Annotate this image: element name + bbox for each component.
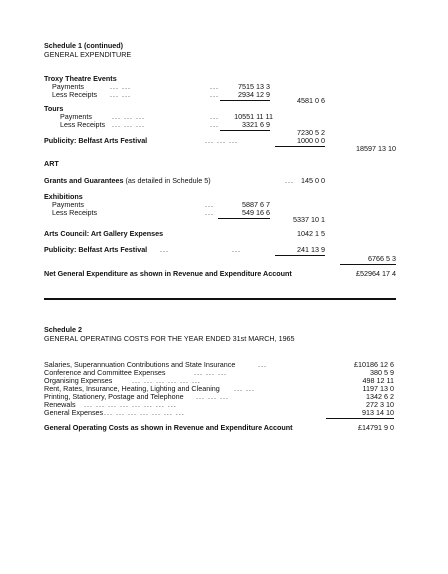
troxy-payments-value: 7515 13 3	[238, 82, 270, 91]
tours-receipts-value: 3321 6 9	[242, 120, 270, 129]
grants-label: Grants and Guarantees	[44, 176, 124, 185]
publicity2-value: 241 13 9	[297, 245, 325, 254]
publicity2-label: Publicity: Belfast Arts Festival	[44, 245, 148, 254]
troxy-payments-dots2: ...	[210, 82, 219, 91]
schedule2-row-label: Organising Expenses	[44, 376, 113, 385]
subtotal-rule	[340, 264, 396, 265]
schedule2-row-dots: ... ... ... ... ... ...	[132, 376, 201, 385]
tours-payments-dots2: ...	[210, 112, 219, 121]
net-total-label: Net General Expenditure as shown in Revenue and Expenditure Account	[44, 269, 292, 278]
schedule2-row-value: 1342 6 2	[366, 392, 394, 401]
schedule2-rule	[326, 418, 394, 419]
schedule2-row-label: General Expenses	[44, 408, 104, 417]
schedule2-row-label: Rent, Rates, Insurance, Heating, Lighting and Cleaning	[44, 384, 220, 393]
troxy-receipts-dots2: ...	[210, 90, 219, 99]
schedule2-subheading: GENERAL OPERATING COSTS FOR THE YEAR ENDED 31st MARCH, 1965	[44, 334, 295, 343]
exhibitions-receipts-dots: ...	[205, 208, 214, 217]
troxy-receipts-dots: ... ...	[110, 90, 131, 99]
schedule2-row-label: Salaries, Superannuation Contributions and State Insurance	[44, 360, 236, 369]
tours-payments-dots: ... ... ...	[112, 112, 145, 121]
schedule2-row-value: 1197 13 0	[362, 384, 394, 393]
exhibitions-receipts-label: Less Receipts	[52, 208, 98, 217]
publicity1-value: 1000 0 0	[297, 136, 325, 145]
exhibitions-rule	[218, 218, 270, 219]
tours-receipts-dots: ... ... ...	[112, 120, 145, 129]
exhibitions-payments-label: Payments	[52, 200, 84, 209]
schedule2-row-value: 272 3 10	[366, 400, 394, 409]
troxy-payments-dots: ... ...	[110, 82, 131, 91]
schedule2-total-value: £14791 9 0	[358, 423, 394, 432]
tours-rule	[220, 130, 270, 131]
grants-note: (as detailed in Schedule 5)	[125, 176, 211, 185]
troxy-net: 4581 0 6	[297, 96, 325, 105]
schedule2-row-dots: ... ... ...	[194, 368, 227, 377]
tours-receipts-label: Less Receipts	[60, 120, 106, 129]
schedule2-row-dots: ... ... ... ... ... ... ...	[104, 408, 185, 417]
tours-receipts-dots2: ...	[210, 120, 219, 129]
arts-council-value: 1042 1 5	[297, 229, 325, 238]
publicity2-dots: ...	[160, 245, 169, 254]
exhibitions-net: 5337 10 1	[293, 215, 325, 224]
troxy-title: Troxy Theatre Events	[44, 74, 117, 83]
tours-title: Tours	[44, 104, 64, 113]
exhibitions-payments-value: 5887 6 7	[242, 200, 270, 209]
schedule2-row-label: Conference and Committee Expenses	[44, 368, 166, 377]
troxy-payments-label: Payments	[52, 82, 84, 91]
publicity1-dots: ... ... ...	[205, 136, 238, 145]
schedule2-row-label: Printing, Stationery, Postage and Telephone	[44, 392, 184, 401]
schedule2-row-value: £10186 12 6	[354, 360, 394, 369]
exhibitions-title: Exhibitions	[44, 192, 83, 201]
grants-value: 145 0 0	[301, 176, 325, 185]
schedule2-row-dots: ... ...	[234, 384, 255, 393]
schedule2-row-value: 498 12 11	[362, 376, 394, 385]
publicity2-rule	[275, 255, 325, 256]
exhibitions-receipts-value: 549 16 6	[242, 208, 270, 217]
troxy-receipts-value: 2934 12 9	[238, 90, 270, 99]
net-total-value: £52964 17 4	[356, 269, 396, 278]
exhibitions-payments-dots: ...	[205, 200, 214, 209]
publicity1-label: Publicity: Belfast Arts Festival	[44, 136, 148, 145]
schedule2-heading: Schedule 2	[44, 325, 82, 334]
schedule1-subheading: GENERAL EXPENDITURE	[44, 50, 132, 59]
publicity1-rule	[275, 146, 325, 147]
troxy-receipts-label: Less Receipts	[52, 90, 98, 99]
schedule2-row-value: 913 14 10	[362, 408, 394, 417]
schedule2-row-dots: ... ... ... ... ... ... ... ...	[84, 400, 177, 409]
tours-payments-label: Payments	[60, 112, 92, 121]
section-divider	[44, 298, 396, 300]
schedule2-row-dots: ... ... ...	[196, 392, 229, 401]
grants-dots: ...	[285, 176, 294, 185]
schedule2-row-label: Renewals	[44, 400, 76, 409]
arts-council-label: Arts Council: Art Gallery Expenses	[44, 229, 164, 238]
schedule2-row-dots: ...	[258, 360, 267, 369]
tours-payments-value: 10551 11 11	[234, 112, 273, 121]
schedule2-total-label: General Operating Costs as shown in Revenue and Expenditure Account	[44, 423, 293, 432]
art-heading: ART	[44, 159, 59, 168]
publicity2-dots2: ...	[232, 245, 241, 254]
grants-row	[44, 177, 211, 184]
schedule1-heading: Schedule 1 (continued)	[44, 41, 124, 50]
publicity2-subtotal: 6766 5 3	[368, 254, 396, 263]
troxy-rule	[220, 100, 270, 101]
publicity1-subtotal: 18597 13 10	[356, 144, 396, 153]
schedule2-row-value: 380 5 9	[370, 368, 394, 377]
tours-net: 7230 5 2	[297, 128, 325, 137]
